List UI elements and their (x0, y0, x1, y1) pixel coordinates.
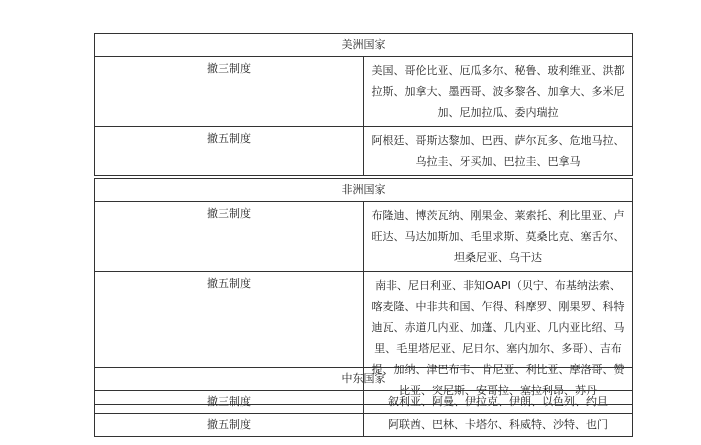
row-label: 撤三制度 (95, 57, 364, 127)
section-title: 中东国家 (95, 368, 633, 391)
section-title: 美洲国家 (95, 34, 633, 57)
americas-table (94, 33, 633, 176)
row-label: 撤三制度 (95, 202, 364, 272)
middle-east-table (94, 367, 633, 437)
row-label: 撤五制度 (95, 414, 364, 437)
row-label: 撤三制度 (95, 391, 364, 414)
row-value: 美国、哥伦比亚、厄瓜多尔、秘鲁、玻利维亚、洪都拉斯、加拿大、墨西哥、波多黎各、加拿大、多米尼加、尼加拉瓜、委内瑞拉 (364, 57, 633, 127)
row-value: 布隆迪、博茨瓦纳、刚果金、莱索托、利比里亚、卢旺达、马达加斯加、毛里求斯、莫桑比克、塞舌尔、坦桑尼亚、乌干达 (364, 202, 633, 272)
row-value: 阿根廷、哥斯达黎加、巴西、萨尔瓦多、危地马拉、乌拉圭、牙买加、巴拉圭、巴拿马 (364, 127, 633, 176)
row-value: 南非、尼日利亚、非知OAPI（贝宁、布基纳法索、喀麦隆、中非共和国、乍得、科摩罗、刚果罗、科特迪瓦、赤道几内亚、加蓬、几内亚、几内亚比绍、马里、毛里塔尼亚、尼日尔、塞内加尔、多哥）、吉布提、加纳、津巴布韦、肯尼亚、利比亚、摩洛哥、赞比亚、突尼斯、安哥拉、塞拉利昂、苏丹 (364, 272, 633, 405)
row-value: 叙利亚、阿曼、伊拉克、伊朗、以色列、约旦 (364, 391, 633, 414)
row-label: 撤五制度 (95, 272, 364, 405)
section-title: 非洲国家 (95, 179, 633, 202)
row-label: 撤五制度 (95, 127, 364, 176)
row-value: 阿联酋、巴林、卡塔尔、科威特、沙特、也门 (364, 414, 633, 437)
